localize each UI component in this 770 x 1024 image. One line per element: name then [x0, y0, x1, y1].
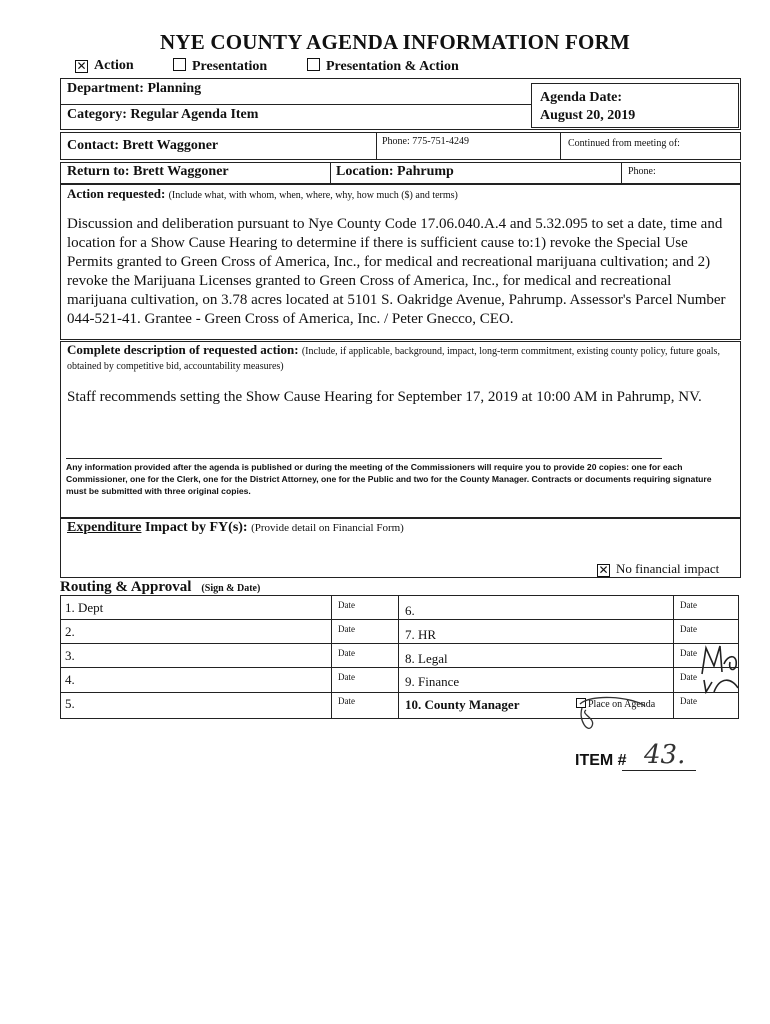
divider: [60, 667, 739, 668]
routing-hint: (Sign & Date): [201, 583, 261, 594]
divider: [331, 595, 332, 719]
complete-description-hint: (Include, if applicable, background, impact, long-term commitment, existing county policy, future goals, obtained by competitive bid, accountability measures): [67, 346, 720, 372]
continued-from: Continued from meeting of:: [568, 138, 680, 149]
no-financial-impact-checkbox[interactable]: ✕: [598, 563, 609, 577]
complete-description-label: Complete description of requested action:: [67, 342, 299, 357]
form-title: NYE COUNTY AGENDA INFORMATION FORM: [160, 30, 630, 54]
approval-scribble: [560, 690, 660, 738]
divider: [560, 132, 561, 160]
complete-description-text: Staff recommends setting the Show Cause Hearing for September 17, 2019 at 10:00 AM in Pahrump, NV.: [67, 389, 702, 405]
date-label: Date: [338, 624, 355, 634]
phone-2: Phone:: [628, 166, 656, 177]
date-label: Date: [338, 600, 355, 610]
date-label: Date: [680, 600, 697, 610]
action-checkbox[interactable]: ✕: [76, 59, 87, 73]
option-presentation-action-label: Presentation & Action: [326, 59, 459, 74]
option-presentation-label: Presentation: [192, 59, 268, 74]
divider: [60, 619, 739, 620]
routing-left-5: 5.: [65, 696, 75, 711]
routing-left-1: 1. Dept: [65, 600, 104, 615]
expenditure-label: Expenditure: [67, 520, 142, 535]
date-label: Date: [338, 672, 355, 682]
option-action[interactable]: [75, 58, 134, 74]
action-requested-hint: (Include what, with whom, when, where, why, how much ($) and terms): [168, 190, 458, 201]
routing-left-3: 3.: [65, 648, 75, 663]
divider: [330, 162, 331, 184]
date-label: Date: [338, 648, 355, 658]
divider: [66, 458, 662, 459]
routing-heading: [60, 578, 260, 596]
date-label: Date: [680, 696, 697, 706]
option-presentation[interactable]: [173, 58, 267, 75]
no-financial-impact-label: No financial impact: [616, 561, 720, 576]
divider: [376, 132, 377, 160]
location: Location: Pahrump: [336, 164, 454, 179]
presentation-action-checkbox[interactable]: [307, 58, 320, 71]
divider: [60, 643, 739, 644]
routing-left-4: 4.: [65, 672, 75, 687]
item-underline: [622, 770, 696, 771]
option-action-label: Action: [94, 58, 134, 73]
routing-right-9: 9. Finance: [405, 674, 460, 689]
action-requested-text: Discussion and deliberation pursuant to Nye County Code 17.06.040.A.4 and 5.32.095 to set a date, time and location for a Show Cause Hearing to determine if there is sufficient cause to:1) revoke the Special Use Permits granted to Green Cross of America, Inc., for medical and recreational marijuana cultivation; and 2) revoke the Marijuana Licenses granted to Green Cross of America, Inc., for medical and recreational marijuana cultivation, on 3.78 acres located at 5101 S. Oakridge Avenue, Pahrump. Assessor's Parcel Number 044-521-41. Grantee - Green Cross of America, Inc. / Peter Gnecco, CEO.: [67, 216, 726, 327]
expenditure-heading: [67, 520, 404, 536]
place-on-agenda-label: Place on Agenda: [588, 699, 656, 710]
routing-left-2: 2.: [65, 624, 75, 639]
agenda-date-value: August 20, 2019: [540, 108, 636, 123]
divider: [60, 104, 531, 105]
divider: [398, 595, 399, 719]
item-label: ITEM #: [575, 752, 627, 769]
department: Department: Planning: [67, 81, 202, 96]
expenditure-hint: (Provide detail on Financial Form): [251, 522, 404, 534]
no-financial-impact[interactable]: [597, 561, 719, 577]
action-requested-label: Action requested:: [67, 186, 166, 201]
submission-notice: Any information provided after the agenda is published or during the meeting of the Commissioners will require you to provide 20 copies: one for each Commissioner, one for the Clerk, one for the District Attorney, one for the Public and two for the County Manager. Contracts or documents requiring signature must be submitted with three original copies.: [66, 462, 712, 496]
routing-title: Routing & Approval: [60, 579, 192, 595]
item-number: 43.: [644, 740, 686, 770]
contact-phone: Phone: 775-751-4249: [382, 136, 469, 147]
date-label: Date: [680, 648, 697, 658]
date-label: Date: [680, 672, 697, 682]
divider: [621, 162, 622, 184]
option-presentation-action[interactable]: [307, 58, 459, 75]
contact: Contact: Brett Waggoner: [67, 138, 219, 153]
routing-right-10: 10. County Manager: [405, 697, 520, 712]
routing-right-6: 6.: [405, 603, 415, 618]
return-to: Return to: Brett Waggoner: [67, 164, 229, 179]
expenditure-impact-label: Impact by FY(s):: [144, 520, 248, 535]
presentation-checkbox[interactable]: [173, 58, 186, 71]
date-label: Date: [338, 696, 355, 706]
complete-description-heading: [67, 343, 733, 373]
date-label: Date: [680, 624, 697, 634]
initials-signature: [698, 636, 742, 694]
action-requested-heading: [67, 186, 458, 202]
divider: [673, 595, 674, 719]
agenda-date-label: Agenda Date:: [540, 90, 623, 105]
routing-right-7: 7. HR: [405, 627, 437, 642]
routing-right-8: 8. Legal: [405, 651, 448, 666]
category: Category: Regular Agenda Item: [67, 107, 259, 122]
